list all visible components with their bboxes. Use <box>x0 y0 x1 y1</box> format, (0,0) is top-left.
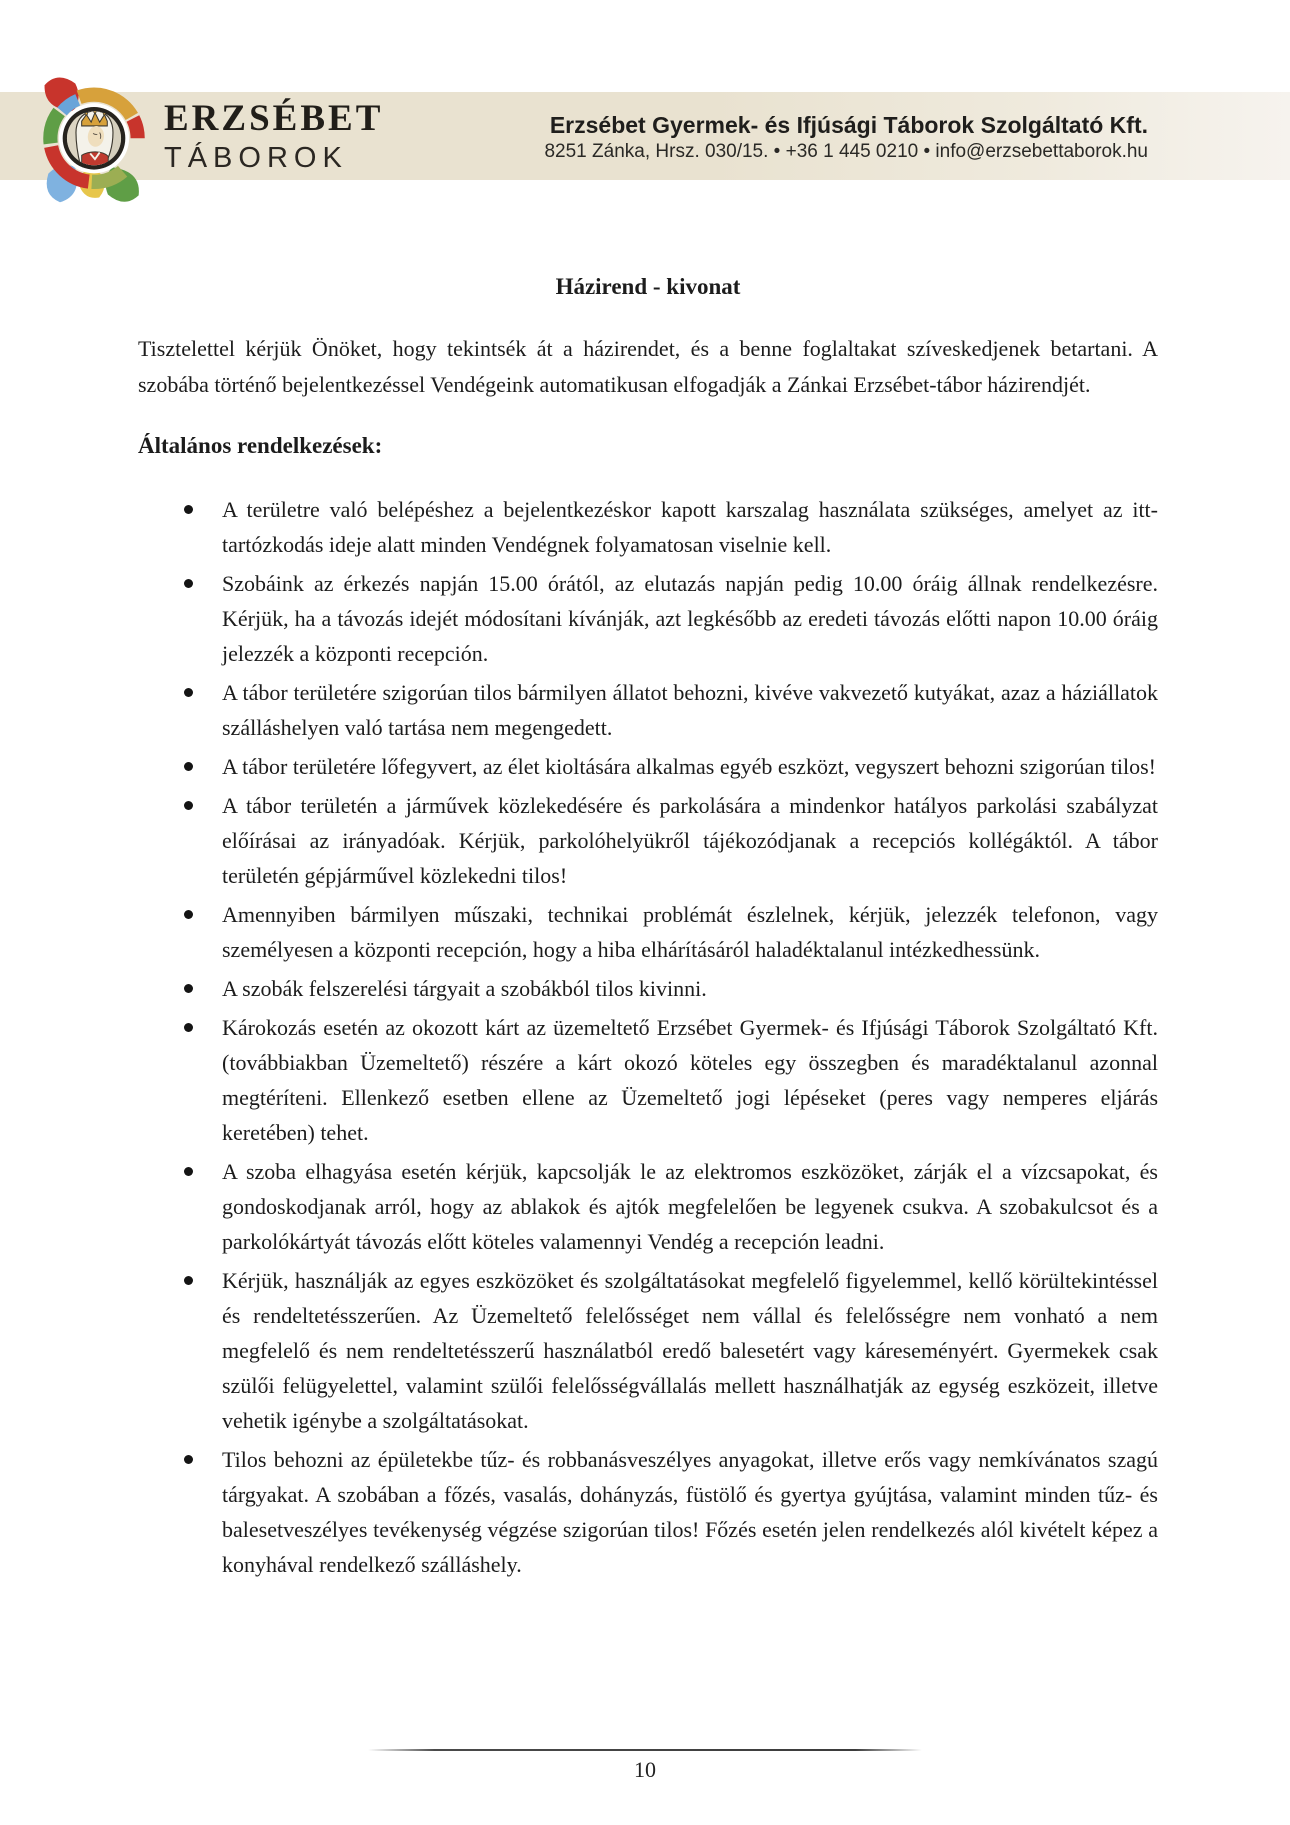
bullet-text: A tábor területére lőfegyvert, az élet kioltására alkalmas egyéb eszközt, vegyszert behozni szigorúan tilos! <box>222 754 1157 779</box>
bullet-text: A tábor területén a járművek közlekedésére és parkolására a mindenkor hatályos parkolási szabályzat előírásai az irányadóak. Kérjük, parkolóhelyükről tájékozódjanak a recepciós kollégáktól. A tábor területén gépjárművel közlekedni tilos! <box>222 793 1158 888</box>
brand-title: ERZSÉBET <box>164 98 384 139</box>
list-item <box>138 1010 1158 1150</box>
bullet-text: A területre való belépéshez a bejelentkezéskor kapott karszalag használata szükséges, amelyet az itt-tartózkodás ideje alatt minden Vendégnek folyamatosan viselnie kell. <box>222 497 1158 557</box>
brand-wordmark <box>164 100 383 173</box>
bullet-marker-icon <box>184 910 193 919</box>
list-item <box>138 897 1158 967</box>
bullet-text: A tábor területére szigorúan tilos bármilyen állatot behozni, kivéve vakvezető kutyákat, azaz a háziállatok szálláshelyen való tartása nem megengedett. <box>222 680 1158 740</box>
erzsebet-taborok-logo <box>20 62 168 224</box>
page-number: 10 <box>634 1757 656 1782</box>
intro-paragraph: Tisztelettel kérjük Önöket, hogy tekintsék át a házirendet, és a benne foglaltakat szíveskedjenek betartani. A szobába történő bejelentkezéssel Vendégeink automatikusan elfogadják a Zánkai Erzsébet-tábor házirendjét. <box>138 336 1158 397</box>
bullet-marker-icon <box>184 762 193 771</box>
list-item <box>138 1154 1158 1259</box>
bullet-text: Tilos behozni az épületekbe tűz- és robbanásveszélyes anyagokat, illetve erős vagy nemkívánatos szagú tárgyakat. A szobában a főzés, vasalás, dohányzás, füstölő és gyertya gyújtása, valamint minden tűz- és balesetveszélyes tevékenység végzése szigorúan tilos! Főzés esetén jelen rendelkezés alól kivételt képez a konyhával rendelkező szálláshely. <box>222 1447 1158 1577</box>
page-title: Házirend - kivonat <box>555 274 741 299</box>
brand-subtitle: TÁBOROK <box>164 142 348 174</box>
rules-list <box>138 492 1158 1582</box>
list-item <box>138 749 1158 784</box>
section-heading: Általános rendelkezések: <box>138 433 383 458</box>
bullet-marker-icon <box>184 1023 193 1032</box>
list-item <box>138 492 1158 562</box>
company-contact: 8251 Zánka, Hrsz. 030/15. • +36 1 445 0210 • info@erzsebettaborok.hu <box>544 141 1148 162</box>
bullet-marker-icon <box>184 1455 193 1464</box>
list-item <box>138 1263 1158 1438</box>
queen-portrait-icon <box>59 103 129 173</box>
bullet-text: Amennyiben bármilyen műszaki, technikai problémát észlelnek, kérjük, jelezzék telefonon, vagy személyesen a központi recepción, hogy a hiba elhárításáról haladéktalanul intézkedhessünk. <box>222 902 1158 962</box>
footer-divider <box>368 1749 922 1751</box>
bullet-marker-icon <box>184 1167 193 1176</box>
company-name: Erzsébet Gyermek- és Ifjúsági Táborok Szolgáltató Kft. <box>549 112 1148 138</box>
bullet-marker-icon <box>184 801 193 810</box>
list-item <box>138 1442 1158 1582</box>
bullet-marker-icon <box>184 1276 193 1285</box>
bullet-marker-icon <box>184 688 193 697</box>
bullet-text: Kérjük, használják az egyes eszközöket és szolgáltatásokat megfelelő figyelemmel, kellő körültekintéssel és rendeltetésszerűen. Az Üzemeltető felelősséget nem vállal és felelősségre nem vonható a nem megfelelő és nem rendeltetésszerű használatból eredő balesetért vagy káreseményért. Gyermekek csak szülői felügyelettel, valamint szülői felelősségvállalás mellett használhatják az egység eszközeit, illetve vehetik igénybe a szolgáltatásokat. <box>222 1268 1158 1433</box>
list-item <box>138 788 1158 893</box>
bullet-marker-icon <box>184 505 193 514</box>
bullet-text: A szoba elhagyása esetén kérjük, kapcsolják le az elektromos eszközöket, zárják el a vízcsapokat, és gondoskodjanak arról, hogy az ablakok és ajtók megfelelően be legyenek csukva. A szobakulcsot és a parkolókártyát távozás előtt köteles valamennyi Vendég a recepción leadni. <box>222 1159 1158 1254</box>
list-item <box>138 566 1158 671</box>
company-info <box>544 112 1148 164</box>
bullet-text: Szobáink az érkezés napján 15.00 órától, az elutazás napján pedig 10.00 óráig állnak rendelkezésre. Kérjük, ha a távozás idejét módosítani kívánják, azt legkésőbb az eredeti távozás előtti napon 10.00 óráig jelezzék a központi recepción. <box>222 571 1158 666</box>
bullet-marker-icon <box>184 984 193 993</box>
list-item <box>138 971 1158 1006</box>
document-content <box>138 274 1158 1586</box>
bullet-text: Károkozás esetén az okozott kárt az üzemeltető Erzsébet Gyermek- és Ifjúsági Táborok Szolgáltató Kft. (továbbiakban Üzemeltető) részére a kárt okozó köteles egy összegben és maradéktalanul azonnal megtéríteni. Ellenkező esetben ellene az Üzemeltető jogi lépéseket (peres vagy nemperes eljárás keretében) tehet. <box>222 1015 1158 1145</box>
list-item <box>138 675 1158 745</box>
bullet-text: A szobák felszerelési tárgyait a szobákból tilos kivinni. <box>222 976 707 1001</box>
bullet-marker-icon <box>184 579 193 588</box>
